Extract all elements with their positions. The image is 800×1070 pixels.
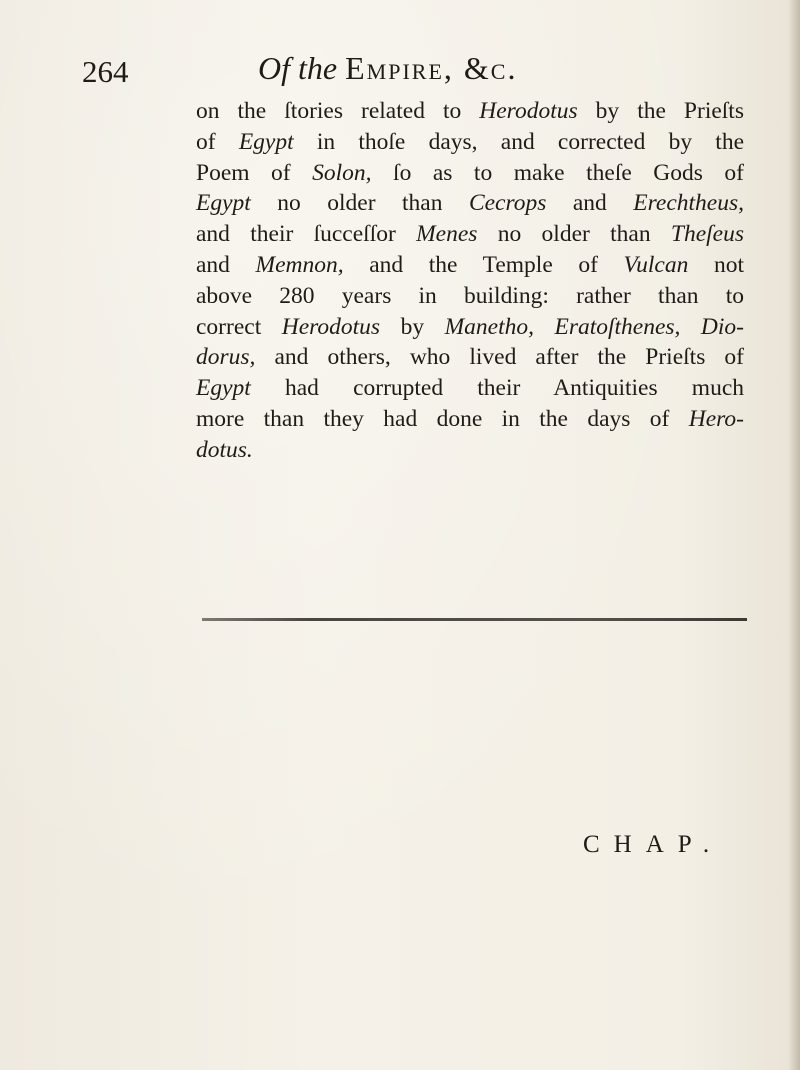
running-head-caps: Empire, &c. bbox=[345, 50, 518, 86]
text-line bbox=[196, 127, 744, 158]
section-rule bbox=[202, 618, 747, 621]
body-paragraph bbox=[196, 96, 744, 466]
page-edge-shadow bbox=[788, 0, 800, 1070]
text-line bbox=[196, 219, 744, 250]
text-line bbox=[196, 158, 744, 189]
text-line bbox=[196, 373, 744, 404]
italic-run: Theſeus bbox=[670, 221, 745, 248]
text-line bbox=[196, 404, 744, 435]
text-run: Poem of bbox=[196, 159, 313, 186]
text-run: no older than bbox=[250, 190, 469, 217]
italic-run: Hero- bbox=[688, 405, 744, 432]
text-run: in thoſe days, and corrected by the bbox=[293, 128, 745, 155]
italic-run: dorus, bbox=[196, 344, 256, 371]
italic-run: Manetho, Eratoſthenes, Dio- bbox=[444, 313, 744, 340]
catchword: CHAP. bbox=[583, 831, 724, 858]
text-run: and their ſucceſſor bbox=[196, 221, 417, 248]
text-run: and the Temple of bbox=[343, 251, 624, 278]
italic-run: Erechtheus, bbox=[633, 190, 744, 217]
text-run: correct bbox=[196, 313, 282, 340]
running-head-italic: Of the bbox=[258, 50, 338, 86]
text-run: ſo as to make theſe Gods of bbox=[371, 159, 745, 186]
text-run: and others, who lived after the Prieſts of bbox=[255, 344, 744, 371]
text-run: on the ſtories related to bbox=[196, 98, 480, 124]
text-line bbox=[196, 188, 744, 219]
text-run: not bbox=[688, 251, 744, 278]
page-number: 264 bbox=[82, 54, 129, 89]
italic-run: Egypt bbox=[196, 190, 251, 217]
text-run: by the Prieſts bbox=[577, 98, 744, 124]
text-line bbox=[196, 312, 744, 343]
italic-run: Memnon, bbox=[255, 251, 344, 278]
text-run: and bbox=[196, 251, 256, 278]
italic-run: Solon, bbox=[312, 159, 372, 186]
text-line bbox=[196, 250, 744, 281]
text-line bbox=[196, 342, 744, 373]
text-line bbox=[196, 435, 744, 466]
text-run: more than they had done in the days of bbox=[196, 405, 689, 432]
italic-run: Herodotus bbox=[281, 313, 381, 340]
text-run: had corrupted their Antiquities much bbox=[250, 375, 744, 402]
italic-run: Menes bbox=[416, 221, 478, 248]
text-line bbox=[196, 281, 744, 312]
italic-run: Egypt bbox=[238, 128, 294, 155]
italic-run: Cecrops bbox=[468, 190, 547, 217]
italic-run: Egypt bbox=[196, 375, 251, 402]
text-line bbox=[196, 96, 744, 127]
italic-run: Herodotus bbox=[479, 98, 578, 124]
text-run: above 280 years in building: rather than to bbox=[196, 282, 744, 309]
running-head bbox=[258, 50, 517, 87]
text-run: no older than bbox=[477, 221, 671, 248]
text-run: by bbox=[380, 313, 445, 340]
italic-run: dotus. bbox=[196, 436, 253, 463]
text-run: and bbox=[546, 190, 634, 217]
italic-run: Vulcan bbox=[623, 251, 689, 278]
text-run: of bbox=[196, 128, 239, 155]
